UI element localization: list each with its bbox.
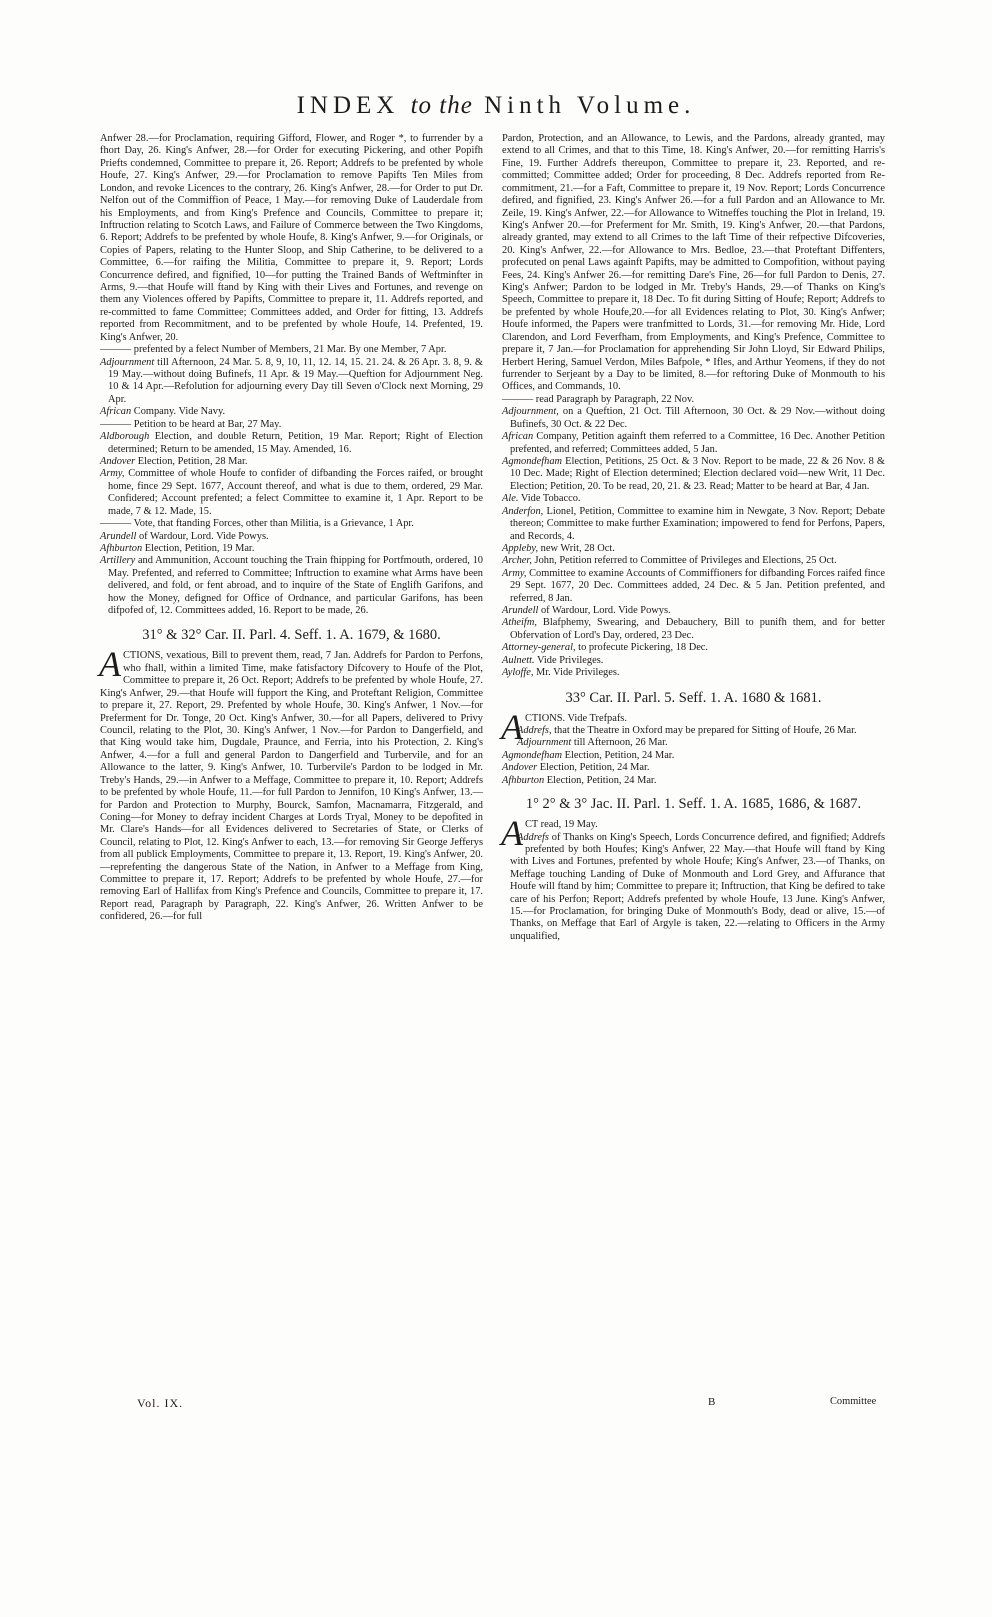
left-session-entries (99, 644, 483, 923)
index-entry (502, 750, 885, 762)
signature-mark: B (708, 1396, 716, 1408)
index-entry (502, 543, 885, 555)
entry-heading: Appleby, (502, 542, 539, 554)
entry-heading: Afhburton (502, 774, 545, 786)
entry-heading: African (100, 406, 132, 418)
entry-text: ——— prefented by a felect Number of Members, 21 Mar. By one Member, 7 Apr. (100, 344, 447, 356)
entry-text: of Wardour, Lord. Vide Powys. (136, 530, 269, 542)
entry-heading: Attorney-general, (502, 642, 576, 654)
entry-heading: Andover (502, 762, 538, 774)
index-entry (502, 642, 885, 654)
entry-text: Vide Tobacco. (518, 493, 581, 505)
right-entries (502, 133, 885, 680)
entry-heading: Aldborough (100, 431, 150, 443)
entry-text: ——— Vote, that ftanding Forces, other than Militia, is a Grievance, 1 Apr. (100, 518, 414, 530)
entry-text: Vide Privileges. (534, 654, 604, 666)
index-entry (502, 667, 885, 679)
entry-text: ——— Petition to be heard at Bar, 27 May. (100, 418, 282, 430)
entry-text: Mr. Vide Privileges. (533, 667, 620, 679)
index-entry (502, 406, 885, 431)
entry-text: Blafphemy, Swearing, and Debauchery, Bill to punifh them, and for better Obfervation of Lord's Day, ordered, 23 Dec. (510, 617, 885, 641)
index-entry (100, 531, 483, 543)
entry-text: Committee of whole Houfe to confider of difbanding the Forces raifed, or brought home, fince 29 Sept. 1677, Account thereof, and what is due to them, ordered, 29 Mar. Confidered; Account prefented; a felect Committee to examine it, 1 Apr. Report to be made, 7 & 12. Made, 15. (108, 468, 483, 517)
entry-heading: Anderfon, (502, 505, 544, 517)
entry-heading: Ale. (502, 493, 519, 505)
index-entry (502, 493, 885, 505)
entry-text: till Afternoon, 24 Mar. 5. 8, 9, 10, 11, 12. 14, 15. 21. 24. & 26 Apr. 3. 8, 9. & 19 May.—without doing Bufinefs, 11 Apr. & 19 May.—Queftion for Adjournment Neg. 10 & 14 Apr.—Refolution for adjourning every Day till Seven o'Clock next Morning, 29 Apr. (108, 356, 483, 405)
drop-capital: A (501, 813, 523, 854)
title-suffix: Ninth Volume. (484, 92, 696, 119)
index-entry (502, 133, 885, 394)
entry-text: till Afternoon, 26 Mar. (571, 737, 668, 749)
index-entry (502, 737, 885, 749)
entry-text: to profecute Pickering, 18 Dec. (575, 642, 709, 654)
index-entry (502, 775, 885, 787)
entry-text: Pardon, Protection, and an Allowance, to Lewis, and the Pardons, already granted, may extend to all Crimes, and that to this Time, 18. King's Anfwer, 20.—for remitting Harris's Fine, 19. Further Addrefs thereupon, Committee to prepare it, 23. Reported, and re-committed; Committee added; Order for proceeding, 8 Dec. Addrefs reported from Re-commitment, 21.—for a Faft, Committee to prepare it, 19 Nov. Report; Lords Concurrence defired, and fignified, 23. King's Anfwer 26.—for a full Pardon and an Allowance to Mr. Zeile, 19. King's Anfwer, 22.—for Allowance to Witneffes touching the Plot in Ireland, 19. King's Anfwer 20.—for Preferment for Mr. Smith, 19. King's Anfwer, 20.—that Pardons, already granted, may extend to all Crimes to the laft Time of their refpective Difcoveries, 20. King's Anfwer, 22.—for Allowance to Mrs. Bedloe, 23.—that Proteftant Diffenters, profecuted on penal Laws againft Papifts, may be admitted to Compofition, without paying Fees, 24. King's Anfwer 26.—for remitting Dare's Fine, 26—for full Pardon to Denis, 27. King's Anfwer; Pardon to be lodged in Mr. Treby's Hands, 29.—of Thanks on King's Speech, Committee to prepare it, 18 Dec. To fit during Sitting of Houfe; Report; Addrefs to be prefented by whole Houfe,20.—for all Evidences relating to Plot, 30. King's Anfwer; Houfe informed, the Papers were tranfmitted to Lords, 31.—for removing Mr. Hide, Lord Clarendon, and Lord Feverfham, from Employments, and King's Prefence, Committee to prepare it, 7 Jan.—for Proclamation for apprehending Sir John Lloyd, Sir Edward Philips, Herbert Hering, Samuel Verdon, Miles Bafpole, * Ifles, and Arthur Yeomens, if they do not furrender to Serjeant by a Day to be limited, 8.—for reftoring Duke of Monmouth to his Offices, and Commands, 10. (502, 133, 885, 393)
entry-heading: Atheifm, (502, 617, 537, 629)
drop-capital: A (501, 706, 523, 747)
index-entry (100, 555, 483, 617)
entry-text: new Writ, 28 Oct. (538, 542, 615, 554)
left-column (100, 133, 483, 924)
index-entry (502, 762, 885, 774)
entry-text: Election, and double Return, Petition, 19 Mar. Report; Right of Election determined; Return to be amended, 15 May. Amended, 16. (108, 431, 483, 455)
entry-heading: Addrefs (517, 831, 549, 843)
title-prefix: INDEX (296, 92, 400, 119)
entry-text: Election, Petitions, 25 Oct. & 3 Nov. Report to be made, 22 & 26 Nov. 8 & 10 Dec. Made; Right of Election determined; Election declared void—new Writ, 11 Dec. Election; Petition, 20. To be read, 20, 21. & 23. Read; Matter to be heard at Bar, 4 Jan. (510, 455, 885, 492)
entry-text: on a Queftion, 21 Oct. Till Afternoon, 30 Oct. & 29 Nov.—without doing Bufinefs, 30 Oct. & 22 Dec. (510, 406, 885, 430)
entry-text: that the Theatre in Oxford may be prepared for Sitting of Houfe, 26 Mar. (551, 724, 857, 736)
session-heading-1685: 1° 2° & 3° Jac. II. Parl. 1. Seff. 1. A. 1685, 1686, & 1687. (525, 796, 862, 813)
index-entry (99, 644, 483, 923)
entry-text: Election, Petition, 24 Mar. (544, 774, 657, 786)
entry-heading: Artillery (100, 555, 136, 567)
entry-text: Election, Petition, 19 Mar. (142, 542, 255, 554)
entry-heading: Arundell (502, 605, 539, 617)
right-session2-entries (501, 706, 885, 788)
entry-heading: Addrefs, (517, 724, 552, 736)
index-entry (100, 468, 483, 518)
index-entry (100, 133, 483, 344)
entry-heading: Army, (100, 468, 125, 480)
index-entry (502, 725, 885, 737)
index-entry (502, 655, 885, 667)
index-entry (502, 394, 885, 406)
entry-heading: Afhburton (100, 542, 143, 554)
entry-text: and Ammunition, Account touching the Train fhipping for Portfmouth, ordered, 10 May. Prefented, and referred to Committee; Inftruction to examine what Arms have been delivered, and fold, or fent abroad, and to inquire of the State of Englifh Garifons, and how the Money, defigned for Office of Ordnance, and particular Garifons, has been difpofed of, 12. Committees added, 16. Report to be made, 26. (108, 555, 483, 617)
session-heading-1679: 31° & 32° Car. II. Parl. 4. Seff. 1. A. 1679, & 1680. (142, 627, 441, 644)
entry-heading: Agmondefham (502, 749, 563, 761)
entry-text: John, Petition referred to Committee of Privileges and Elections, 25 Oct. (531, 555, 837, 567)
entry-heading: Ayloffe, (502, 667, 534, 679)
entry-text: of Thanks on King's Speech, Lords Concurrence defired, and fignified; Addrefs prefented by both Houfes; King's Anfwer, 22 May.—that Houfe will ftand by King with Lives and Fortunes, prefented by whole Houfe; King's Anfwer, 23.—of Thanks, on Meffage touching Landing of Duke of Monmouth and Lord Grey, and Affurance that Houfe will ftand by him; Committee to prepare it; Inftruction, that King be defired to take care of his Perfon; Report; Addrefs prefented by whole Houfe, 13 June. King's Anfwer, 15.—for Proclamation, for bringing Duke of Monmouth's Body, dead or alive, 15.—of Thanks, on Meffage that Earl of Argyle is taken, 22.—relating to Officers in the Army unqualified, (510, 831, 885, 942)
index-entry (502, 431, 885, 456)
volume-footer: Vol. IX. (137, 1396, 184, 1410)
index-entry (502, 568, 885, 605)
index-entry (100, 431, 483, 456)
entry-heading: Adjournment (517, 737, 572, 749)
entry-text: ——— read Paragraph by Paragraph, 22 Nov. (502, 393, 695, 405)
entry-heading: Aulnett. (502, 654, 535, 666)
index-entry (502, 605, 885, 617)
catchword: Committee (830, 1396, 877, 1407)
right-session3-entries (501, 813, 885, 943)
right-column (502, 133, 885, 943)
entry-heading: Arundell (100, 530, 137, 542)
entry-heading: Adjournment, (502, 406, 559, 418)
session-heading-1680: 33° Car. II. Parl. 5. Seff. 1. A. 1680 & 1681. (565, 689, 822, 706)
entry-heading: African (502, 431, 534, 443)
index-entry (100, 543, 483, 555)
entry-heading: Archer, (502, 555, 532, 567)
index-entry (100, 518, 483, 530)
index-entry (100, 406, 483, 418)
page-title (0, 92, 992, 120)
entry-text: CTIONS. Vide Trefpafs. (525, 712, 627, 724)
entry-text: Committee to examine Accounts of Commiffioners for difbanding Forces raifed fince 29 Sept. 1677, 20 Dec. Committees added, 24 Dec. & 5 Jan. Petition prefented, and referred, 8 Jan. (510, 567, 886, 604)
left-entries (100, 133, 483, 617)
entry-text: Company, Petition againft them referred to a Committee, 16 Dec. Another Petition prefented, and referred; Committees added, 5 Jan. (510, 431, 885, 455)
entry-text: of Wardour, Lord. Vide Powys. (538, 605, 671, 617)
entry-text: Election, Petition, 28 Mar. (135, 455, 248, 467)
title-connector: to the (410, 92, 473, 119)
entry-text: CT read, 19 May. (525, 819, 598, 831)
entry-text: Election, Petition, 24 Mar. (562, 749, 675, 761)
drop-capital: A (99, 644, 121, 685)
entry-text: Election, Petition, 24 Mar. (537, 762, 650, 774)
index-entry (502, 555, 885, 567)
index-entry (502, 617, 885, 642)
entry-heading: Andover (100, 455, 136, 467)
index-entry (502, 832, 885, 944)
index-entry (100, 419, 483, 431)
index-entry (100, 344, 483, 356)
entry-text: Anfwer 28.—for Proclamation, requiring Gifford, Flower, and Roger *, to furrender by a fhort Day, 26. King's Anfwer, 28.—for Order for executing Pickering, and other Popifh Priefts condemned, Committee to prepare it, 26. Report; Addrefs to be prefented by whole Houfe, 27. King's Anfwer, 29.—for Proclamation to remove Papifts Ten Miles from London, and revoke Licences to the contrary, 26. King's Anfwer, 28.—for Order to put Dr. Nelfon out of the Commiffion of Peace, 1 May.—for removing Duke of Lauderdale from his Employments, and from King's Prefence and Councils, Committee to prepare it; Inftruction relating to Scotch Laws, and Failure of Commerce between the Two Kingdoms, 6. Report; Addrefs to be prefented by whole Houfe, 8. King's Anfwer, 9.—for Originals, or Copies of Papers, relating to the Hunter Sloop, and Ship Catherine, to be delivered to a Committee, 6.—for raifing the Militia, Committee to prepare it, 9. Report; Lords Concurrence defired, and fignified, 10—for putting the Trained Bands of Weftminfter in Arms, 9.—that Houfe will ftand by King with their Lives and Fortunes, and revenge on them any Violences offered by Papifts, Committee to prepare it, 11. Addrefs reported, and re-committed to fame Committee; Committees added, and Order for fitting, 13. Addrefs reported from Recommitment, and to be prefented by whole Houfe, 14. Prefented, 19. King's Anfwer, 20. (100, 133, 483, 343)
index-entry (502, 456, 885, 493)
entry-heading: Adjournment (100, 356, 155, 368)
entry-text: Lionel, Petition, Committee to examine him in Newgate, 3 Nov. Report; Debate thereon; Committee to make further Examination; impowered to fend for Perfons, Papers, and Records, 4. (510, 505, 885, 542)
index-entry (502, 506, 885, 543)
index-entry (100, 357, 483, 407)
entry-heading: Agmondefham (502, 455, 563, 467)
entry-heading: Army, (502, 567, 527, 579)
index-entry (100, 456, 483, 468)
entry-text: CTIONS, vexatious, Bill to prevent them, read, 7 Jan. Addrefs for Pardon to Perfons, who fhall, within a limited Time, make fatisfactory Difcovery to Houfe of the Plot, Committee to prepare it, 26 Oct. Report; Addrefs to be prefented by whole Houfe, 27. King's Anfwer, 29.—that Houfe will fupport the King, and Proteftant Religion, Committee to prepare it, 27. Report, 29. Prefented by whole Houfe, 30. King's Anfwer, 1 Nov.—for Preferment for Dr. Tonge, 20 Oct. King's Anfwer, 30.—for all Papers, delivered to Privy Council, relating to the Plot, 30. King's Anfwer, 1 Nov.—for Pardon to Dangerfield, and that King would take him, Dugdale, Praunce, and Ferria, into his Protection, 2. King's Anfwer, 4.—for a full and general Pardon to Dangerfield and Turbervile, and for an Allowance to the latter, 9. King's Anfwer, 10. Turbervile's Pardon to be lodged in Mr. Treby's Hands, 29.—in Anfwer to a Meffage, Committee to prepare it, 10. Report; Addrefs to be prefented by whole Houfe, 11.—for full Pardon to Jennifon, 10 King's Anfwer, 13.—for Pardon and Protection to Murphy, Bourck, Samfon, Macnamarra, Fitzgerald, and Coning—for Money to defray incident Charges at Lords Tryal, Money to be depofited in Mr. Clare's Hands—for all Evidences delivered to Secretaries of State, or Clerks of Council, relating to Plot, 12. King's Anfwer to each, 13.—for removing Sir George Jefferys from all publick Employments, Committee to prepare it, 13. Report, 19. King's Anfwer, 20.—reprefenting the dangerous State of the Nation, in Anfwer to a Meffage from King, Committee to prepare it, 17. Report; Addrefs to be prefented by whole Houfe, 27.—for removing Earl of Hallifax from King's Prefence and Councils, Committee to prepare it, 17. Report read, Paragraph by Paragraph, 22. King's Anfwer, 26. Written Anfwer to be confidered, 26.—for full (100, 650, 483, 923)
entry-text: Company. Vide Navy. (131, 406, 226, 418)
